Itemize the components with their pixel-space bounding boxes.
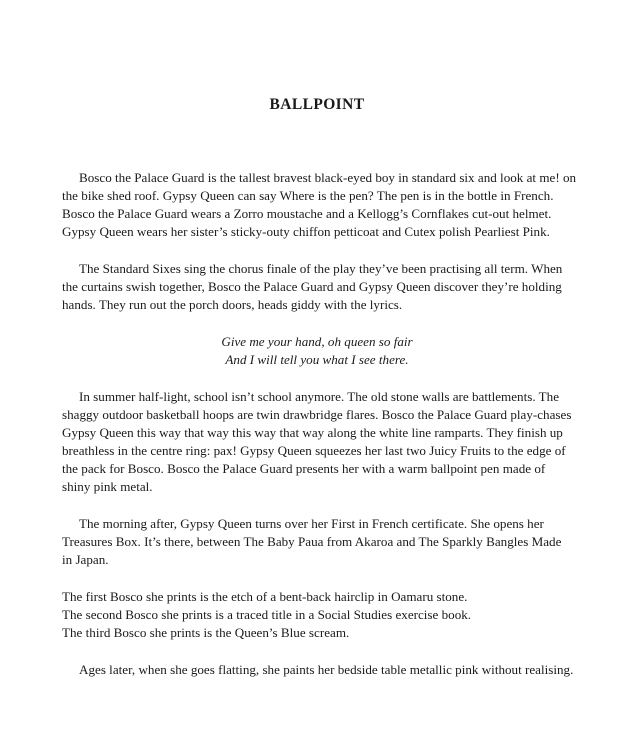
text-line: in Japan. <box>62 552 109 567</box>
text-line: The third Bosco she prints is the Queen’s Blue scream. <box>62 625 350 640</box>
text-line: Gypsy Queen this way that way this way that way along the white line ramparts. They finish up <box>62 425 563 440</box>
paragraph-1 <box>62 169 577 241</box>
paragraph-4 <box>62 515 572 569</box>
text-line: The first Bosco she prints is the etch of a bent-back hairclip in Oamaru stone. <box>62 589 468 604</box>
verse-lyrics <box>62 333 572 369</box>
verse-line: And I will tell you what I see there. <box>225 352 409 367</box>
text-line: In summer half-light, school isn’t school anymore. The old stone walls are battlements. The <box>79 389 560 404</box>
paragraph-2 <box>62 260 572 314</box>
text-line: Ages later, when she goes flatting, she paints her bedside table metallic pink without realising. <box>79 662 574 677</box>
paragraph-5 <box>62 588 572 642</box>
text-line: the pack for Bosco. Bosco the Palace Guard presents her with a warm ballpoint pen made of <box>62 461 546 476</box>
text-line: hands. They run out the porch doors, heads giddy with the lyrics. <box>62 297 403 312</box>
text-line: the bike shed roof. Gypsy Queen can say Where is the pen? The pen is in the bottle in French. <box>62 188 554 203</box>
text-line: shaggy outdoor basketball hoops are twin drawbridge flares. Bosco the Palace Guard play-chases <box>62 407 572 422</box>
text-line: The second Bosco she prints is a traced title in a Social Studies exercise book. <box>62 607 472 622</box>
text-line: Gypsy Queen wears her sister’s sticky-outy chiffon petticoat and Cutex polish Pearliest Pink. <box>62 224 550 239</box>
text-line: shiny pink metal. <box>62 479 153 494</box>
story-body <box>62 169 577 698</box>
page-title: BALLPOINT <box>269 96 365 113</box>
paragraph-6 <box>62 661 572 679</box>
text-line: the curtains swish together, Bosco the Palace Guard and Gypsy Queen discover they’re holding <box>62 279 562 294</box>
paragraph-3 <box>62 388 572 496</box>
text-line: The morning after, Gypsy Queen turns over her First in French certificate. She opens her <box>79 516 544 531</box>
verse-line: Give me your hand, oh queen so fair <box>221 334 413 349</box>
text-line: Bosco the Palace Guard wears a Zorro moustache and a Kellogg’s Cornflakes cut-out helmet. <box>62 206 552 221</box>
text-line: The Standard Sixes sing the chorus finale of the play they’ve been practising all term. When <box>79 261 563 276</box>
text-line: Treasures Box. It’s there, between The Baby Paua from Akaroa and The Sparkly Bangles Made <box>62 534 562 549</box>
text-line: breathless in the centre ring: pax! Gypsy Queen squeezes her last two Juicy Fruits to the edge of <box>62 443 566 458</box>
text-line: Bosco the Palace Guard is the tallest bravest black-eyed boy in standard six and look at me! on <box>79 170 577 185</box>
